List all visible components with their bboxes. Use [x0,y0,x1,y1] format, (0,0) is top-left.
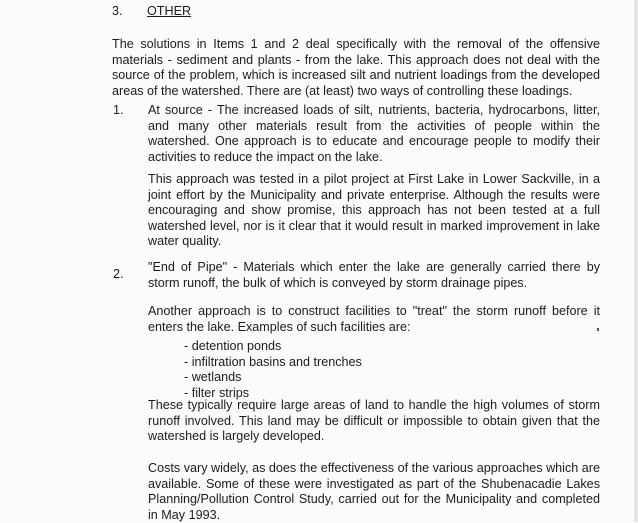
scan-edge [634,0,638,522]
item-2-paragraph-1: "End of Pipe" - Materials which enter the lake are generally carried there by storm runoff, the bulk of which is conveyed by storm drainage pipes. [148,260,600,290]
item-2-paragraph-3: These typically require large areas of land to handle the high volumes of storm runoff involved. This land may be difficult or impossible to obtain given that the watershed is largely developed. [148,398,600,444]
item-2-paragraph-4: Costs vary widely, as does the effectiveness of the various approaches which are available. Some of these were investigated as part of the Shubenacadie Lakes Planning/Pollution Control Study, carried out for the Municipality and completed in May 1993. [148,461,600,522]
item-1-number: 1. [113,103,124,117]
list-item: - filter strips [184,385,250,400]
scan-speck [597,328,599,331]
facilities-list [184,339,362,401]
section-title: OTHER [147,4,192,18]
item-2-paragraph-2: Another approach is to construct facilities to "treat" the storm runoff before it enters the lake. Examples of such facilities are: [148,304,600,334]
item-1-paragraph-1: At source - The increased loads of silt, nutrients, bacteria, hydrocarbons, litter, and many other materials result from the activities of people within the watershed. One approach is to educate and encourage people to modify their activities to reduce the impact on the lake. [148,103,600,164]
item-2-number: 2. [113,267,124,281]
item-1-paragraph-2: This approach was tested in a pilot project at First Lake in Lower Sackville, in a joint effort by the Municipality and private enterprise. Although the results were encouraging and show promise, this approach has not been tested at a full watershed level, nor is it clear that it would result in marked improvement in lake water quality. [148,172,600,249]
intro-paragraph: The solutions in Items 1 and 2 deal specifically with the removal of the offensive materials - sediment and plants - from the lake. This approach does not deal with the source of the problem, which is increased silt and nutrient loadings from the developed areas of the watershed. There are (at least) two ways of controlling these loadings. [112,37,600,98]
list-item: - infiltration basins and trenches [184,354,362,369]
section-number: 3. [112,4,123,18]
list-item: - wetlands [184,370,242,385]
list-item: - detention ponds [184,339,282,353]
